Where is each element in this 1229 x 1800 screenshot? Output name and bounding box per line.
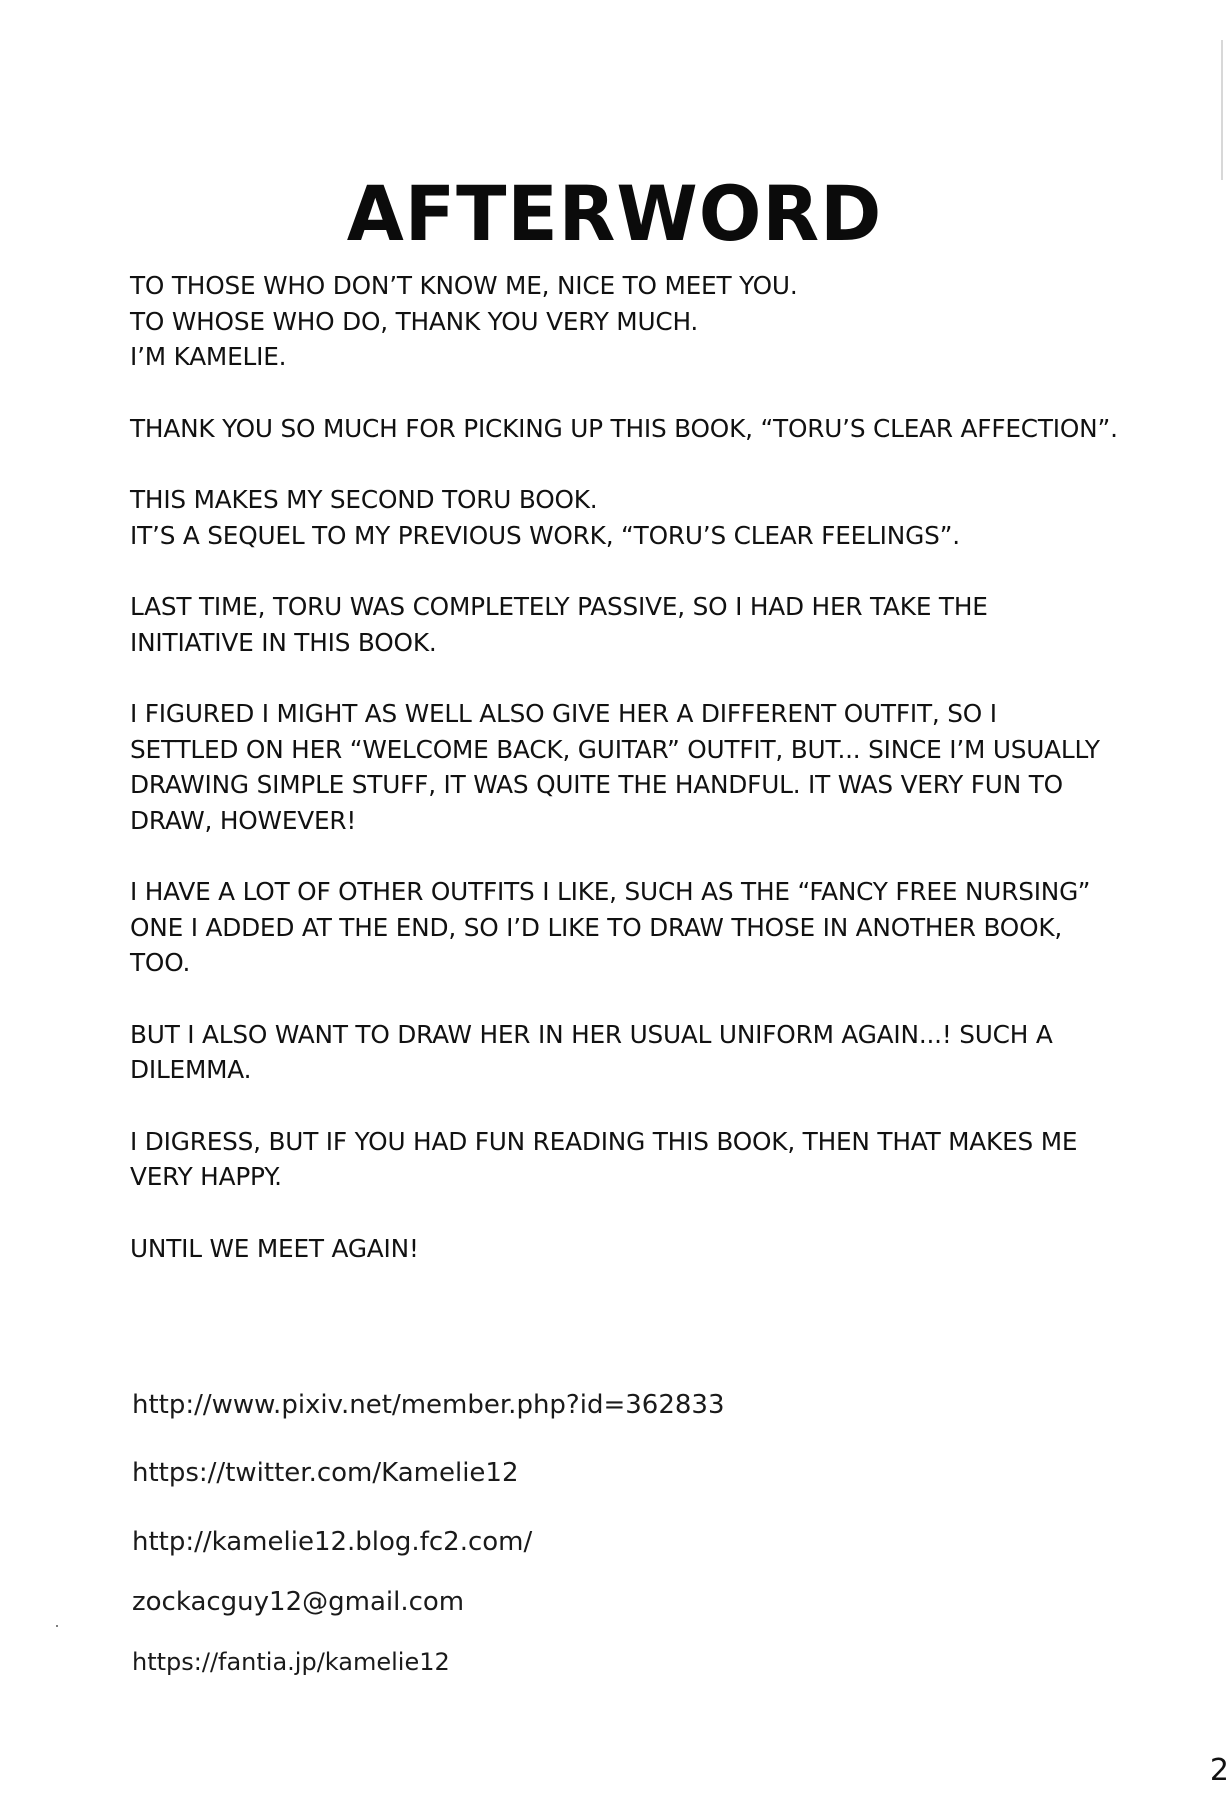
- text-line: TO WHOSE WHO DO, THANK YOU VERY MUCH.: [130, 306, 699, 336]
- paragraph-outfit: [130, 696, 1130, 838]
- paragraph-digress: [130, 1124, 1130, 1195]
- text-line: INITIATIVE IN THIS BOOK.: [130, 627, 437, 657]
- text-line: DILEMMA.: [130, 1055, 252, 1084]
- paragraph-sequel: [130, 482, 1130, 553]
- text-line: TOO.: [130, 948, 191, 977]
- blog-link[interactable]: http://kamelie12.blog.fc2.com/: [132, 1527, 533, 1557]
- text-line: LAST TIME, TORU WAS COMPLETELY PASSIVE, SO I HAD HER TAKE THE: [130, 592, 988, 621]
- page-number: 2: [1209, 1753, 1229, 1788]
- text-line: THIS MAKES MY SECOND TORU BOOK.: [130, 485, 598, 514]
- afterword-body: [130, 268, 1130, 1302]
- text-line: I FIGURED I MIGHT AS WELL ALSO GIVE HER A DIFFERENT OUTFIT, SO I: [130, 699, 997, 728]
- text-line: SETTLED ON HER “WELCOME BACK, GUITAR” OUTFIT, BUT... SINCE I’M USUALLY: [130, 734, 1100, 764]
- text-line: I’M KAMELIE.: [130, 342, 287, 371]
- paragraph-closing: [130, 1231, 1130, 1267]
- text-line: I DIGRESS, BUT IF YOU HAD FUN READING THIS BOOK, THEN THAT MAKES ME: [130, 1126, 1078, 1156]
- twitter-link[interactable]: https://twitter.com/Kamelie12: [132, 1458, 519, 1488]
- speck: [56, 1625, 58, 1627]
- text-line: UNTIL WE MEET AGAIN!: [130, 1233, 419, 1263]
- text-line: THANK YOU SO MUCH FOR PICKING UP THIS BOOK, “TORU’S CLEAR AFFECTION”.: [130, 413, 1118, 443]
- text-line: BUT I ALSO WANT TO DRAW HER IN HER USUAL UNIFORM AGAIN...! SUCH A: [130, 1019, 1053, 1049]
- text-line: ONE I ADDED AT THE END, SO I’D LIKE TO DRAW THOSE IN ANOTHER BOOK,: [130, 912, 1063, 942]
- paragraph-dilemma: [130, 1017, 1130, 1088]
- text-line: I HAVE A LOT OF OTHER OUTFITS I LIKE, SUCH AS THE “FANCY FREE NURSING”: [130, 877, 1091, 906]
- paragraph-thanks: [130, 411, 1130, 447]
- text-line: IT’S A SEQUEL TO MY PREVIOUS WORK, “TORU’S CLEAR FEELINGS”.: [130, 520, 960, 550]
- page-edge: [1221, 40, 1223, 180]
- page-title: AFTERWORD: [346, 168, 883, 258]
- email-link[interactable]: zockacguy12@gmail.com: [132, 1587, 465, 1617]
- paragraph-greeting: [130, 268, 1130, 375]
- fantia-link[interactable]: https://fantia.jp/kamelie12: [132, 1648, 450, 1676]
- paragraph-initiative: [130, 589, 1130, 660]
- text-line: DRAWING SIMPLE STUFF, IT WAS QUITE THE HANDFUL. IT WAS VERY FUN TO: [130, 770, 1063, 799]
- text-line: DRAW, HOWEVER!: [130, 805, 357, 835]
- text-line: VERY HAPPY.: [130, 1162, 282, 1191]
- text-line: TO THOSE WHO DON’T KNOW ME, NICE TO MEET YOU.: [130, 271, 798, 300]
- pixiv-link[interactable]: http://www.pixiv.net/member.php?id=362833: [132, 1390, 725, 1420]
- paragraph-other-outfits: [130, 874, 1130, 981]
